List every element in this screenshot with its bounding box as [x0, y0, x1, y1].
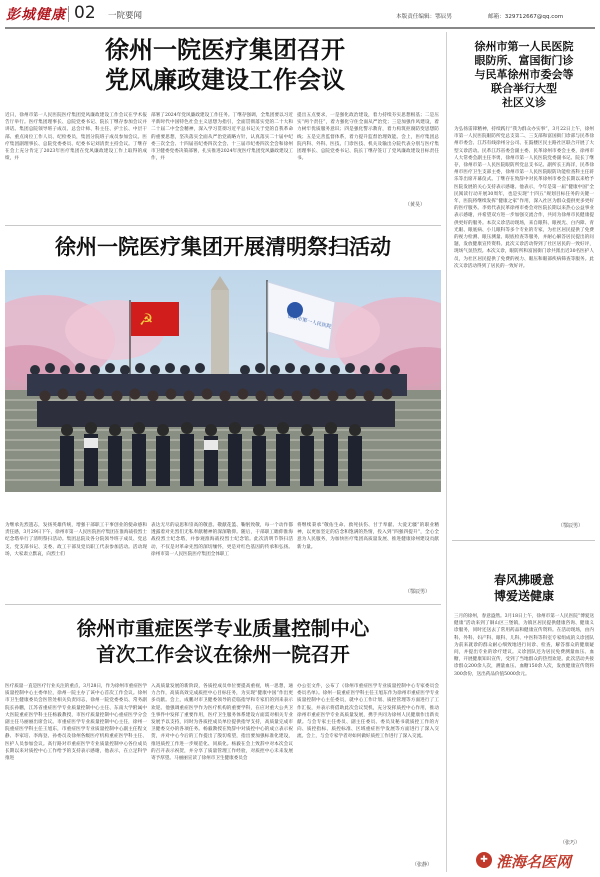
article3-column-1: 医疗质量一直是医疗行业关注的重点，3月28日，作为徐州市重症医学质量控制中心主委单位，徐州一院主办了该中心首次工作会议。徐州市卫生健康委员会医管处相关负责同志，徐州一院党委委员、常务副院长孙鹏，江苏省重症医学专业质量控制中心主任、东南大学附属中大医院重症医学科主任杨毅教授，市医疗质量控制中心重症医学分会副主任马丽丽出席会议。市重症医学专业质量控制中心主任，徐州一院重症医学科主任王旭东，市重症医学专业质量控制中心副主任程文静、李家培、李海登、孙委员及徐州各级医疗机构重症医学科主任、医护人员参加会议。高行路对市重症医学专业质量控制中心各位成员长期以来对质控中心工作给予的支持表示感谢，他表示，在立足科学推进 — [5, 684, 147, 762]
group-photo — [5, 270, 441, 492]
article2-title: 徐州一院医疗集团开展清明祭扫活动 — [55, 235, 391, 259]
photo-illustration — [5, 270, 441, 492]
sidebar1-byline: （鄂辰男） — [558, 523, 584, 529]
article1-column-3: 提出五点要求，一是强化政治建设，着力持续夯实思想根基；二是压实“两个责任”，着力强化守住全面从严治党；三是加强作风建设，着力树牢优质服务意识；四是强化警示教育，着力构筑拒腐防变思想防线；五是完善监督体系，着力提升监督治理效能。会上，医疗集团总院内科、外科、医技、门诊医技、机关及输出分院代表分别与医疗集团理事长、总院党委书记、院长丁继存签订了党风廉政建设目标责任书。 — [297, 113, 439, 162]
article1-title-line1: 徐州一院医疗集团召开 — [105, 36, 345, 64]
sidebar-spring-health — [448, 541, 600, 877]
section-name: 一院要闻 — [108, 11, 143, 21]
article2-column-3: 将继续秉承“敬佑生命、救死扶伤、甘于奉献、大爱无疆”的职业精神，以更加坚定的信念和饱满的热情，投入到“四强四提升”，全心全意为人民服务，为加快医疗集团高质量发展、推进健康徐州建设贡献新力量。 — [297, 523, 439, 550]
sidebar2-byline: （张巧） — [560, 840, 581, 846]
sidebar-community-clinic — [448, 30, 600, 540]
article3-title-line2: 首次工作会议在徐州一院召开 — [96, 643, 350, 666]
flag-caption: 徐州市第一人民医院 — [286, 313, 332, 331]
watermark-icon: ✚ — [476, 852, 492, 868]
sidebar1-title-line3: 与民革徐州市委会等 — [474, 68, 574, 81]
sidebar2-body: 三月的徐州，春意盎然。3月18日上午，徐州市第一人民医院“博爱送健康”活动来到了铜山区三堡镇，为镇区居民提供健康咨询、健康义诊服务，同时还送去了常用药品和健康宣传资料。在活动现场，由内科、外科、妇产科、眼科、儿科、中医科等科室专家组成的义诊团队为前来就诊的群众耐心细致地进行问诊、检查，解答群众的健康疑问，并提出专业的诊疗建议。义诊团队还为居民免费测量血压、血糖，开展健康知识宣传，受到了当地群众的热烈欢迎。此次活动共接诊群众200余人次，测量血压、血糖150余人次，发放健康宣传资料300余份，送出药品价值5000余元。 — [454, 614, 594, 677]
article2-byline: （鄂辰男） — [405, 589, 431, 595]
article-qingming — [0, 226, 446, 616]
watermark-text: 淮海名医网 — [496, 853, 572, 871]
article3-byline: （张静） — [412, 862, 433, 868]
sidebar2-title-line1: 春风拂暖意 — [493, 573, 554, 587]
article1-column-1: 近日，徐州市第一人民医院医疗集团党风廉政建设工作会议在学术报告厅举行。医疗集团理事长、总院党委书记、院长丁继存参加会议并讲话。集团总院领导班子成员、总会计师、科主任、护士长、中层干部、重点岗位工作人员、纪检委员，集团分院班子成员参加会议。医疗集团副理事长、总院党委委员、纪委书记刘清贵主持会议。丁继存在会上充分肯定了2023年医疗集团在党风廉政建设工作上取得的成绩，并 — [5, 113, 147, 162]
site-watermark — [476, 850, 598, 872]
article3-column-2: 入高质量发展的新阶段，各质控成员单位要提高重视，统一思想，通力合作，高质高效完成质控中心目标任务，为实现“健康中国”作出更多贡献。会上，成鹏对市卫健委领导的莅临指导和专家们的到来表示欢迎。他强调重症医学作为医疗机构的重要学科，在应对重大公共卫生事件中发挥了重要作用，医疗卫生服务体系建设方面需对相关专业发展予以支持，同时为各质控成员单位提供指导支持，高质量完成市卫健委交办的各项任务。杨毅教授在致辞中对质控中心的成立表示祝贺，并对中心今后的工作提出了殷切希望，指出要加强标准化建设，推进质控工作进一步规范化、同质化。杨毅在会上致辞中对本次会议的召开表示祝贺，并分享了质量管理工作经验，对质控中心未来发展寄予厚望。马丽丽宣读了徐州市卫生健康委员会 — [151, 684, 293, 762]
sidebar1-title-line5: 社区义诊 — [502, 96, 546, 109]
email-line: 邮箱：329712667@qq.com — [488, 14, 564, 20]
page-number: 02 — [74, 3, 96, 23]
sidebar1-body: 为弘扬雷锋精神，持续践行“我为群众办实事”，3月22日上午，徐州市第一人民医院眼防所党总支第二、三支部和富国街门诊部与民革徐州市委会、江苏有线徐州分公司、在鼓楼区民主路社区联合开展了大型义诊活动。民革江苏省委会副主委、民革徐州市委会主委，徐州市人大常委会副主任李勇，徐州市第一人民医院党委副书记、院长丁继存，徐州市第一人民医院眼防所党总支书记、副所长王海洋，民革徐州市医疗卫生支部主委，徐州市第一人民医院眼防功能检查科主任蒋乐等出席开幕仪式。丁继存在致辞中对民革徐州市委会长期以来给予医院发展的关心支持表示感谢。他表示，今年是第一届“健康中国”全民阅读行动开展30周年，也是实现“十四五”规划目标任务的关键一年，医院将继续发挥“健康之家”作用，深入社区为群众提供更多更好的医疗服务。李勇代表民革徐州市委会对医院长期以来热心公益事业表示感谢，并希望双方进一步加强交流合作，共同为徐州市民健康提供更好的服务。本次义诊活动现场，来自眼科、眼视光、白内障、青光眼、眼底病、小儿眼科等多个专业的专家，为社区居民提供了免费的视力检测、眼压测量、眼底检查等服务，并耐心解答居民提出的问题，发放健康宣传资料。此次义诊活动得到了社区居民的一致好评，现场气氛热烈。本次义诊，眼防所和富国街门诊共派出近30名医护人员，为社区居民提供了免费的视力、眼压和眼部疾病筛查等服务。此次义诊活动得到了居民的一致好评。 — [454, 127, 594, 269]
sidebar1-title-line4: 联合举行大型 — [491, 82, 557, 95]
column-divider — [446, 32, 447, 872]
article2-column-2: 表达无尽的哀思和崇高的敬意。敬献花篮、鞠躬致敬，每一个动作都透露着对先烈们无私奉献精神的深深敬仰。随后，干部职工瞻仰淮海战役烈士纪念塔，并参观淮海战役烈士纪念馆。此次清明节祭扫活动，不仅是对革命先烈的深切缅怀，更是对红色基因的传承和弘扬。徐州市第一人民医院医疗集团全体职工 — [151, 523, 293, 557]
article3-title-line1: 徐州市重症医学专业质量控制中心 — [76, 617, 370, 640]
article-critical-care — [0, 605, 446, 877]
article3-column-3: 办公室文件，公布了《徐州市重症医学专业质量控制中心专家委员会委员名单》。徐州一院重症医学科主任王旭东作为徐州市重症医学专业质量控制中心主任委员，就中心工作计划、质控管理等方面进行了工作汇报，并表示将借助此次会议契机，充分发挥质控中心作用，推动徐州市重症医学专业高质量发展，携手共同为徐州人民健康作出新贡献。与会专家主任委员、副主任委员、委员及秘书就质控工作的方向、质控指标、质控标准、区域重症医学发展等方面进行了深入交流。会上，与会专家学者对如何做好质控工作进行了深入交流。 — [297, 684, 439, 740]
sidebar1-title-line1: 徐州市第一人民医院 — [474, 40, 574, 53]
article1-column-2: 部署了2024年党风廉政建设工作任务。丁继存强调，全集团要以习近平新时代中国特色社会主义思想为指引，全面贯彻落实党的二十大和二十届二中全会精神，深入学习贯彻习近平总书记关于党的自我革命的重要思想，坚决落实全面从严治党战略方针，认真落实二十届中纪委三次全会、十四届省纪委四次全会、十三届市纪委四次全会和徐州市卫健委党委决策部署，扎实推进2024年度医疗集团党风廉政建设工作，并 — [151, 113, 293, 162]
editor-line: 本版责任编辑：鄂辰男 — [396, 14, 452, 20]
article2-column-1: 为继承先烈遗志，发扬英雄传统，增强干部职工干事创业的使命感和责任感，3月29日下午，徐州市第一人民医院医疗集团在淮海战役烈士纪念塔举行了清明祭扫活动。集团总院及各分院领导班子成员、党总支、党支部书记、支委、政工干部及党员职工代表参加活动。活动现场，大家肃立默哀，向烈士们 — [5, 523, 147, 557]
sidebar2-title-line2: 博爱送健康 — [493, 589, 554, 603]
sidebar1-title-line2: 眼防所、富国街门诊 — [474, 54, 574, 67]
newspaper-logo: 彭城健康 — [6, 7, 66, 23]
article1-byline: （黄昊） — [405, 202, 426, 208]
article1-title-line2: 党风廉政建设工作会议 — [105, 66, 345, 94]
article-party-conduct — [0, 0, 446, 220]
svg-text:☭: ☭ — [139, 310, 154, 329]
